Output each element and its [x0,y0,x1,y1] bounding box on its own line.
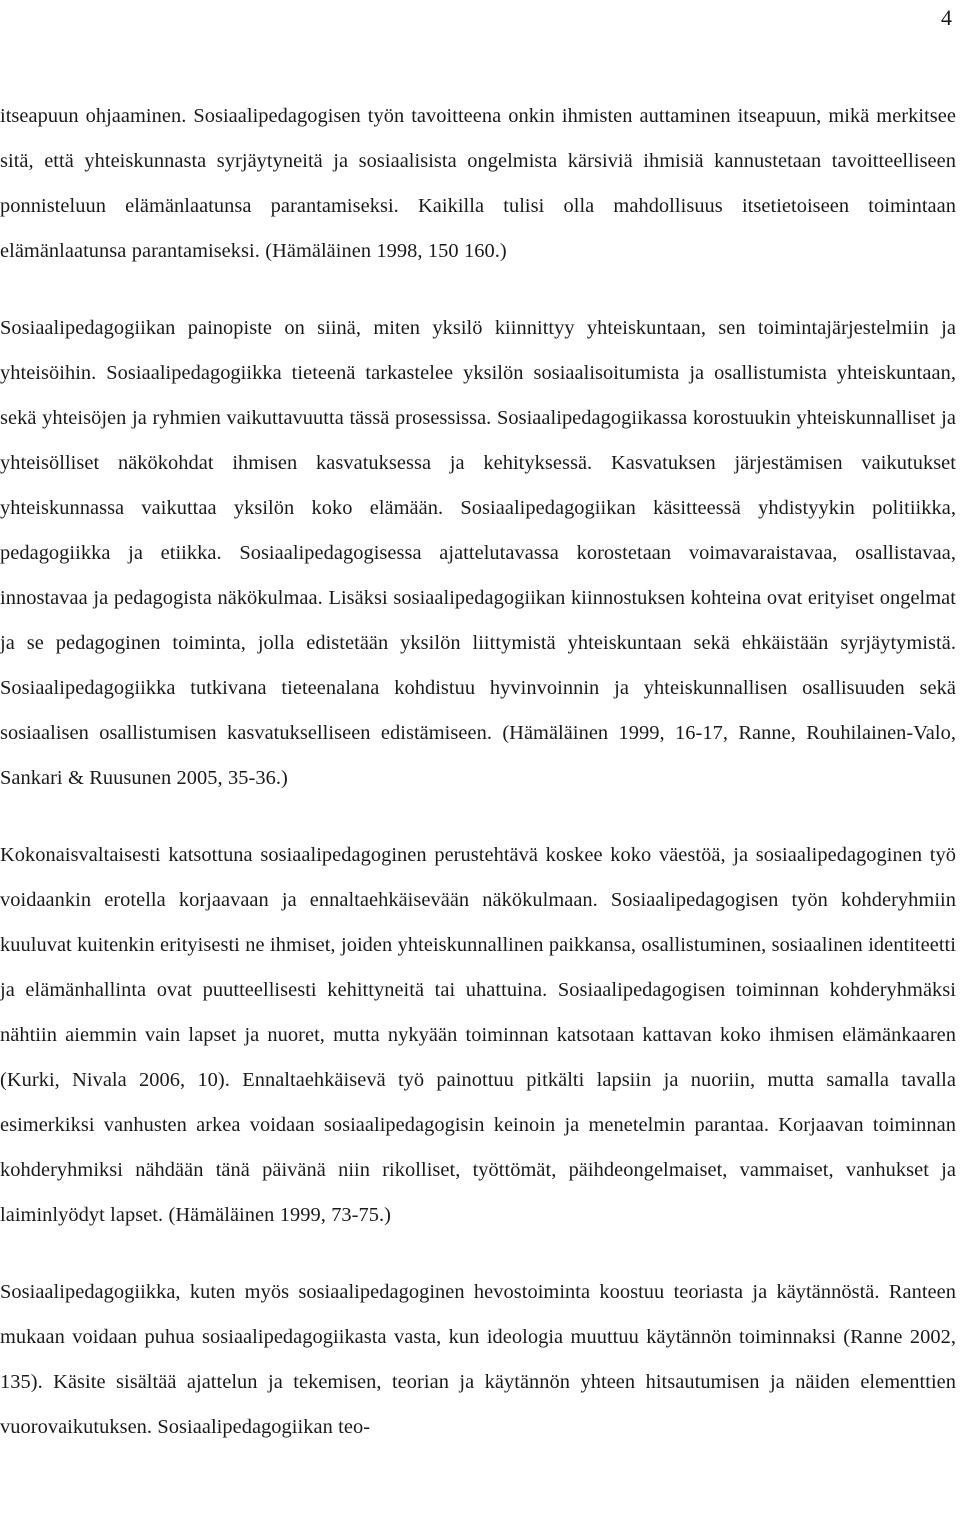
paragraph: Kokonaisvaltaisesti katsottuna sosiaalipedagoginen perustehtävä koskee koko väestöä, ja sosiaalipedagoginen työ voidaankin erotella korjaavaan ja ennaltaehkäisevään näkökulmaan. Sosiaalipedagogisen työn kohderyhmiin kuuluvat kuitenkin erityisesti ne ihmiset, joiden yhteiskunnallinen paikkansa, osallistuminen, sosiaalinen identiteetti ja elämänhallinta ovat puutteellisesti kehittyneitä tai uhattuina. Sosiaalipedagogisen toiminnan kohderyhmäksi nähtiin aiemmin vain lapset ja nuoret, mutta nykyään toiminnan katsotaan kattavan koko ihmisen elämänkaaren (Kurki, Nivala 2006, 10). Ennaltaehkäisevä työ painottuu pitkälti lapsiin ja nuoriin, mutta samalla tavalla esimerkiksi vanhusten arkea voidaan sosiaalipedagogisin keinoin ja menetelmin parantaa. Korjaavan toiminnan kohderyhmiksi nähdään tänä päivänä niin rikolliset, työttömät, päihdeongelmaiset, vammaiset, vanhukset ja laiminlyödyt lapset. (Hämäläinen 1999, 73-75.) [0,844,956,1226]
paragraph: Sosiaalipedagogiikka, kuten myös sosiaalipedagoginen hevostoiminta koostuu teoriasta ja käytännöstä. Ranteen mukaan voidaan puhua sosiaalipedagogiikasta vasta, kun ideologia muuttuu käytännön toiminnaksi (Ranne 2002, 135). Käsite sisältää ajattelun ja tekemisen, teorian ja käytännön yhteen hitsautumisen ja näiden elementtien vuorovaikutuksen. Sosiaalipedagogiikan teo- [0,1281,956,1438]
document-body [0,94,956,1450]
paragraph: Sosiaalipedagogiikan painopiste on siinä, miten yksilö kiinnittyy yhteiskuntaan, sen toimintajärjestelmiin ja yhteisöihin. Sosiaalipedagogiikka tieteenä tarkastelee yksilön sosiaalisoitumista ja osallistumista yhteiskuntaan, sekä yhteisöjen ja ryhmien vaikuttavuutta tässä prosessissa. Sosiaalipedagogiikassa korostuukin yhteiskunnalliset ja yhteisölliset näkökohdat ihmisen kasvatuksessa ja kehityksessä. Kasvatuksen järjestämisen vaikutukset yhteiskunnassa vaikuttaa yksilön koko elämään. Sosiaalipedagogiikan käsitteessä yhdistyykin politiikka, pedagogiikka ja etiikka. Sosiaalipedagogisessa ajattelutavassa korostetaan voimavaraistavaa, osallistavaa, innostavaa ja pedagogista näkökulmaa. Lisäksi sosiaalipedagogiikan kiinnostuksen kohteina ovat erityiset ongelmat ja se pedagoginen toiminta, jolla edistetään yksilön liittymistä yhteiskuntaan sekä ehkäistään syrjäytymistä. Sosiaalipedagogiikka tutkivana tieteenalana kohdistuu hyvinvoinnin ja yhteiskunnallisen osallisuuden sekä sosiaalisen osallistumisen kasvatukselliseen edistämiseen. (Hämäläinen 1999, 16-17, Ranne, Rouhilainen-Valo, Sankari & Ruusunen 2005, 35-36.) [0,317,956,789]
page-number: 4 [941,5,952,30]
paragraph: itseapuun ohjaaminen. Sosiaalipedagogisen työn tavoitteena onkin ihmisten auttaminen itseapuun, mikä merkitsee sitä, että yhteiskunnasta syrjäytyneitä ja sosiaalisista ongelmista kärsiviä ihmisiä kannustetaan tavoitteelliseen ponnisteluun elämänlaatunsa parantamiseksi. Kaikilla tulisi olla mahdollisuus itsetietoiseen toimintaan elämänlaatunsa parantamiseksi. (Hämäläinen 1998, 150 160.) [0,105,956,262]
